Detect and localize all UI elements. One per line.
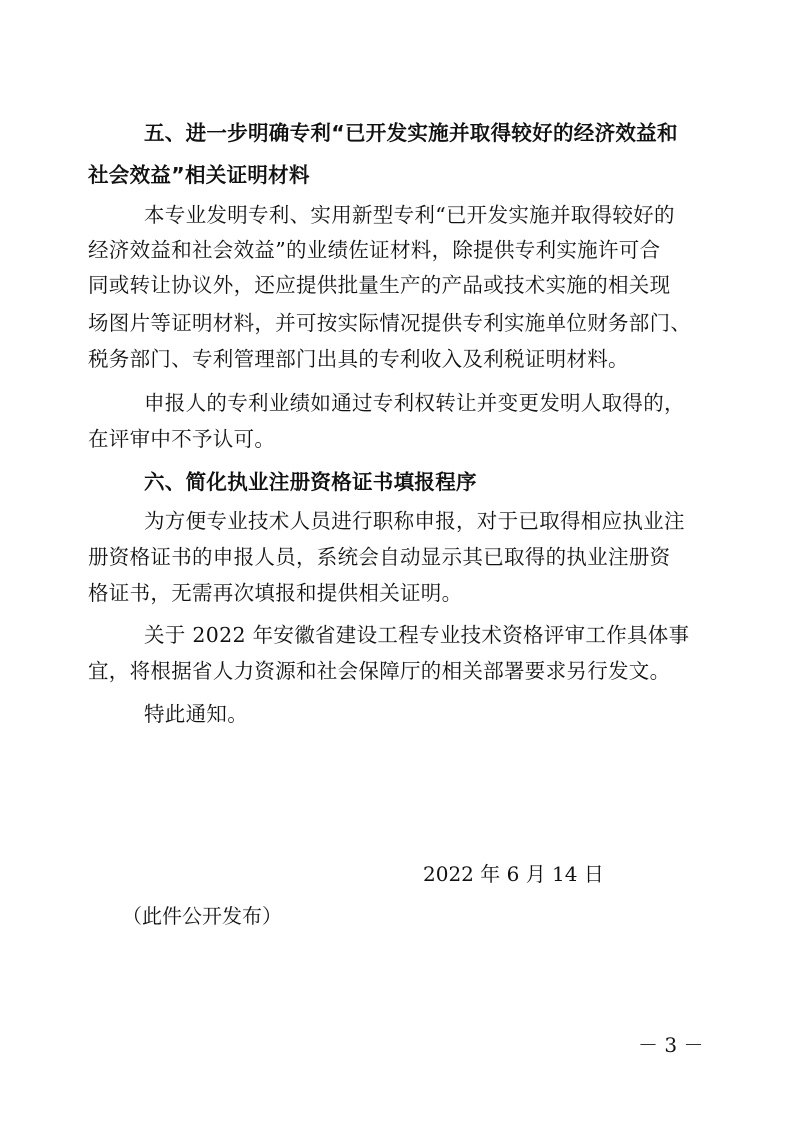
section5-para1-line2: 经济效益和社会效益”的业绩佐证材料，除提供专利实施许可合	[88, 238, 661, 262]
section5-para1-line4: 场图片等证明材料，并可按实际情况提供专利实施单位财务部门、	[88, 311, 692, 335]
section5-para2-line1: 申报人的专利业绩如通过专利权转让并变更发明人取得的，	[144, 391, 685, 415]
publish-note: （此件公开发布）	[122, 904, 282, 928]
closing-para-line2: 宜，将根据省人力资源和社会保障厅的相关部署要求另行发文。	[88, 659, 671, 683]
closing-para-line1: 关于 2022 年安徽省建设工程专业技术资格评审工作具体事	[144, 623, 690, 647]
section5-para1-line5: 税务部门、专利管理部门出具的专利收入及利税证明材料。	[88, 347, 629, 371]
page-number: － 3 －	[638, 1033, 704, 1057]
section5-heading-line1: 五、进一步明确专利“已开发实施并取得较好的经济效益和	[144, 121, 678, 145]
section5-para2-line2: 在评审中不予认可。	[88, 427, 276, 451]
section6-para1-line3: 格证书，无需再次填报和提供相关证明。	[88, 581, 463, 605]
section6-heading: 六、简化执业注册资格证书填报程序	[144, 470, 477, 494]
section6-para1-line1: 为方便专业技术人员进行职称申报，对于已取得相应执业注	[144, 509, 685, 533]
closing-notice: 特此通知。	[144, 702, 248, 726]
section5-para1-line3: 同或转让协议外，还应提供批量生产的产品或技术实施的相关现	[88, 273, 671, 297]
document-date: 2022 年 6 月 14 日	[423, 862, 604, 886]
section5-heading-line2: 社会效益”相关证明材料	[88, 163, 310, 187]
section5-para1-line1: 本专业发明专利、实用新型专利“已开发实施并取得较好的	[144, 203, 675, 227]
section6-para1-line2: 册资格证书的申报人员，系统会自动显示其已取得的执业注册资	[88, 545, 671, 569]
